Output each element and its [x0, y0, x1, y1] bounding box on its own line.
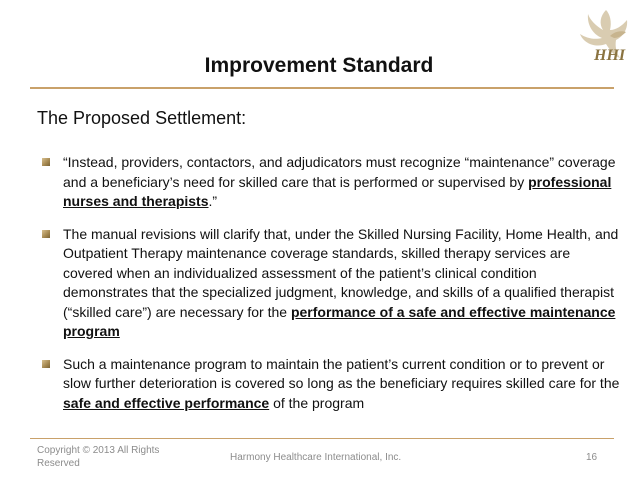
bullet-square-icon	[42, 360, 50, 368]
slide-title: Improvement Standard	[204, 54, 434, 77]
logo-text: HHI	[594, 47, 626, 64]
bullet-list	[42, 153, 622, 426]
bullet-highlight: professional nurses and therapists	[63, 173, 612, 209]
bullet-text-end: .”	[208, 193, 218, 209]
bullet-square-icon	[42, 230, 50, 238]
title-divider	[30, 87, 614, 89]
footer-company: Harmony Healthcare International, Inc.	[230, 452, 402, 463]
footer-copyright: Copyright © 2013 All Rights Reserved	[37, 445, 160, 469]
bullet-text: The manual revisions will clarify that, under the Skilled Nursing Facility, Home Health, and Outpatient Therapy maintenance coverage standards, skilled therapy services are covered when an individualized assessment of the patient’s clinical condition demonstrates that the specialized judgment, knowledge, and skills of a qualified therapist (“skilled care”) are necessary for the	[63, 225, 619, 320]
bullet-highlight: performance of a safe and effective maintenance program	[63, 303, 616, 339]
page-number: 16	[586, 452, 598, 463]
footer-divider	[30, 438, 614, 439]
bullet-item	[42, 355, 622, 414]
bullet-item	[42, 153, 622, 212]
bullet-text: “Instead, providers, contactors, and adjudicators must recognize “maintenance” coverage and a beneficiary’s need for skilled care that is performed or supervised by	[63, 154, 616, 190]
bullet-highlight: safe and effective performance	[63, 394, 270, 411]
bullet-item	[42, 225, 622, 342]
bullet-text: Such a maintenance program to maintain the patient’s current condition or to prevent or slow further deterioration is covered so long as the beneficiary requires skilled care for the	[63, 355, 620, 391]
bullet-square-icon	[42, 158, 50, 166]
slide-subtitle: The Proposed Settlement:	[37, 108, 247, 128]
bullet-text-end: of the program	[269, 394, 365, 411]
